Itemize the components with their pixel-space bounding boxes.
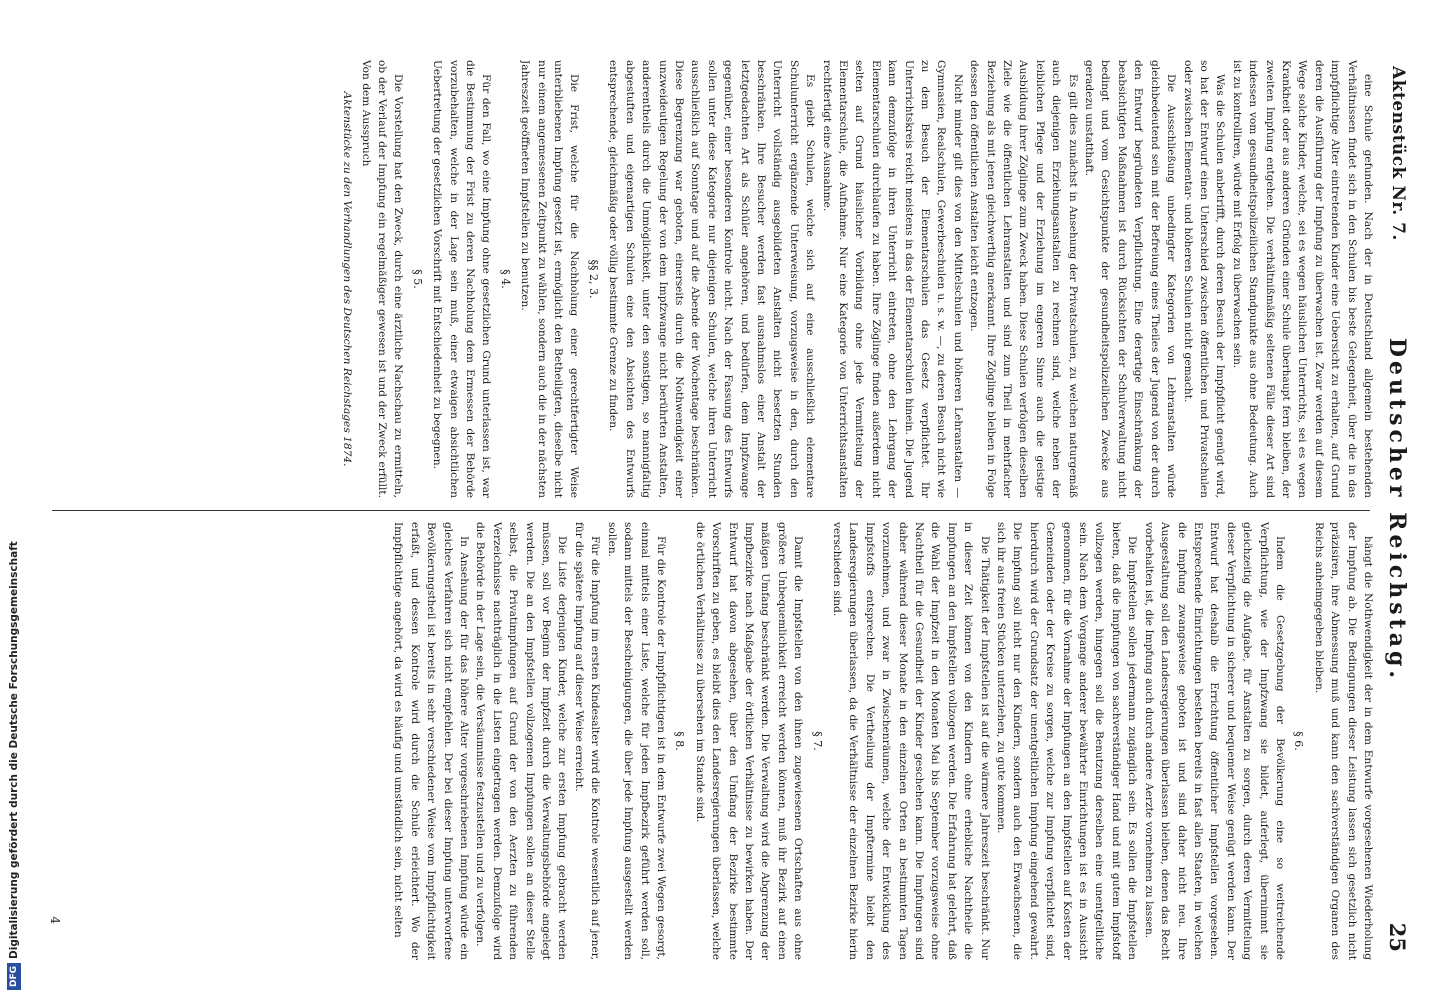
footer-line: Aktenstücke zu den Verhandlungen des Deutschen Reichstages 1874.	[341, 91, 354, 467]
paragraph: hängt die Nothwendigkeit der in dem Entwurfe vorgesehenen Wiederholung der Impfung ab. Die Bedingungen dieser Leistung lassen sich gesetzlich nicht präzisiren, ihre Abmessung muß und kann den sachverständigen Organen des Reichs anheimgegeben bleiben.	[1312, 522, 1374, 960]
page-number: 25	[1385, 922, 1410, 952]
page-header	[1376, 60, 1410, 960]
document-page	[40, 60, 1410, 960]
paragraph: Die Impfstellen sollen jedermann zugänglich sein. Es sollen die Impfstellen bieten, daß die Impfungen von sachverständiger Hand und mit gutem Impfstoff vollzogen werden, hingegen soll die Benutzung derselben eine unentgeltliche sein. Nach dem Vorgange anderer bewährter Einrichtungen ist es in Aussicht genommen, für die Vornahme der Impfungen an den Impfstellen auf Kosten der Gemeinden oder der Kreise zu sorgen, welche zur Impfung verpflichtet sind, hierdurch wird der Grundsatz der unentgeltlichen Impfung eingehend gewahrt. Die Impfung soll nicht nur den Kindern, sondern auch den Erwachsenen, die sich ihr aus freien Stücken unterziehen, zu gute kommen.	[995, 522, 1139, 960]
digitization-credit-text: Digitalisierung gefördert durch die Deutsche Forschungsgemeinschaft	[8, 541, 20, 959]
paragraph: Indem die Gesetzgebung der Bevölkerung eine so weitreichende Verpflichtung, wie der Impfzwang sie bildet, auferlegt, übernimmt sie gleichzeitig die Aufgabe, für Anstalten zu sorgen, durch deren Vermittelung dieser Verpflichtung in sicherer und bequemer Weise genügt werden kann. Der Entwurf hat deshalb die Errichtung öffentlicher Impfstellen vorgesehen. Entsprechende Einrichtungen bestehen bereits in fast allen Staaten, in welchen die Impfung zwangsweise geboten ist und sind daher nicht neu. Ihre Ausgestaltung soll den Landesregierungen überlassen bleiben, denen das Recht vorbehalten ist, die Impfung auch durch andere Aerzte vornehmen zu lassen.	[1142, 522, 1286, 960]
left-column	[40, 60, 1376, 498]
paragraph: Es gilt dies zunächst in Ansehung der Privatschulen, zu welchen naturgemäß auch diejenigen Erziehungsanstalten zu rechnen sind, welche neben der leiblichen Pflege und der Erziehung im engeren Sinne auch die geistige Ausbildung ihrer Zöglinge zum Zweck haben. Diese Schulen verfolgen dieselben Ziele wie die öffentlichen Lehranstalten und sind zum Theil in mehrfacher Beziehung als mit jenen gleichwerthig anerkannt. Ihre Zöglinge bleiben in Folge dessen den öffentlichen Anstalten leicht entzogen.	[968, 60, 1079, 498]
paragraph: Die Ausschließung unbedingter Kategorien von Lehranstalten würde gleichbedeutend sein mit der Befreiung eines Theiles der Jugend von der durch den Entwurf begründeten Verpflichtung. Eine derartige Einschränkung der beabsichtigten Maßnahmen ist durch Rücksichten der Schulverwaltung nicht bedingt und vom Gesichtspunkte der gesundheitspolizeilichen Zwecke aus geradezu unstatthaft.	[1083, 60, 1178, 498]
paragraph: Damit die Impfstellen von den ihnen zugewiesenen Ortschaften aus ohne größere Unbequemlichkeit erreicht werden können, muß ihr Bezirk auf einen mäßigen Umfang beschränkt werden. Die Verwaltung wird die Abgrenzung der Impfbezirke nach Maßgabe der örtlichen Verhältnisse zu bewirken haben. Der Entwurf hat davon abgesehen, über den Umfang der Bezirke bestimmte Vorschriften zu geben, es bleibt dies den Landesregierungen überlassen, welche die örtlichen Verhältnisse zu übersehen im Stande sind.	[693, 522, 805, 960]
section-heading: § 7.	[810, 731, 824, 751]
paragraph: Es giebt Schulen, welche sich auf eine ausschließlich elementare Schulunterricht ergänzende Unterweisung, vorzugsweise in den, durch den Unterricht vollständig ausgebildeten Anstalten nicht besetzten Stunden beschränken. Ihre Besucher werden fast ausnahmslos einer Anstalt der letztgedachten Art als Schüler angehören, und bedürfen, dem Impfzwange gegenüber, einer besonderen Kontrole nicht. Nach der Fassung des Entwurfs sollen unter diese Kategorie nur diejenigen Schulen, welche ihren Unterricht ausschließlich auf Sonntage und auf die Abende der Wochentage beschränken. Diese Begrenzung war geboten, einerseits durch die Nothwendigkeit einer unzweideutigen Regelung der von dem Impfzwange nicht berührten Anstalten, anderentheils durch die Unmöglichkeit, unter den sonstigen, so mannigfaltig abgestuften und eigenartigen Schulen eine den Absichten des Entwurfs entsprechende, gleichmäßig oder völlig bestimmte Grenze zu finden.	[607, 60, 817, 498]
paragraph: Nicht minder gilt dies von den Mittelschulen und höheren Lehranstalten — Gymnasien, Realschulen, Gewerbeschulen u. s. w. —, zu deren Besuch nicht wie zu dem Besuch der Elementarschulen das Gesetz verpflichtet. Ihr Unterrichtskreis reicht meistens in das der Elementarschulen hinein. Die Jugend kann demzufolge in ihren Unterricht eintreten, ohne den Lehrgang der Elementarschulen durchlaufen zu haben. Ihre Zöglinge finden außerdem nicht selten auf Grund häuslicher Vorbildung ohne jede Vermittelung der Elementarschule, die Aufnahme. Nur eine Kategorie von Unterrichtsanstalten rechtfertigt eine Ausnahme.	[820, 60, 964, 498]
digitization-credit	[0, 0, 28, 1000]
section-heading: § 4.	[498, 269, 512, 289]
paragraph: Die Thätigkeit der Impfstellen ist auf die wärmere Jahreszeit beschränkt. Nur in dieser Zeit können von den Kindern ohne erhebliche Nachtheile die Impfungen an den Impfstellen vollzogen werden. Die Erfahrung hat gelehrt, daß die Wahl der Impfzeit in den Monaten Mai bis September vorzugsweise ohne Nachtheil für die Gesundheit der Kinder geschehen kann. Die Impfungen sind daher während dieser Monate in den einzelnen Orten an bestimmten Tagen vorzunehmen, und zwar in Zwischenräumen, welche der Entwicklung des Impfstoffs entsprechen. Die Vertheilung der Impftermine bleibt den Landesregierungen überlassen, da die Verhältnisse der einzelnen Bezirke hierin verschieden sind.	[831, 522, 991, 960]
document-number: Aktenstück Nr. 7.	[1388, 66, 1408, 241]
dfg-logo: DFG	[7, 963, 21, 990]
section-heading: § 6.	[1292, 731, 1306, 751]
section-heading: § 5.	[410, 269, 424, 289]
section-heading: § 8.	[673, 731, 687, 751]
column-divider	[52, 510, 1370, 511]
paragraph: eine Schule gefunden. Nach der in Deutschland allgemein bestehenden Verhältnissen findet sich in den Schulen bis beste Gelegenheit, über die in das impfpflichtige Alter eintretenden Kinder eine Uebersicht zu erhalten, auf Grund deren die Ausführung der Impfung zu überwachen ist. Zwar werden auf diesem Wege solche Kinder, welche, sei es wegen häuslichen Unterrichts, sei es wegen Krankheit oder aus anderen Gründen einer Schule überhaupt fern bleiben, der zweiten Impfung entgehen. Die verhältnißmäßig seltenen Fälle dieser Art sind indessen vom gesundheitspolizeilichen Standpunkte aus ohne Bedeutung. Auch ist zu kontrolliren, würde mit Erfolg zu überwachen sein.	[1230, 60, 1374, 498]
signature-mark: 4	[48, 916, 62, 924]
paragraph: Die Frist, welche für die Nachholung einer gerechtfertigter Weise unterbliebenen Impfung gesetzt ist, ermöglicht den Betheiligten, dieselbe nicht nur einem angemessenen Zeitpunkt zu wählen, sondern auch die in der nächsten Jahreszeit geöffneten Impfstellen zu benutzen.	[519, 60, 581, 498]
paragraph: Für die Kontrole der Impfpflichtigen ist in dem Entwurfe zwei Wegen gesorgt, einmal mittels einer Liste, welche für jeden Impfbezirk geführt werden soll, sodann mittels der Bescheinigungen, die über jede Impfung ausgestellt werden sollen.	[605, 522, 667, 960]
paragraph: Für den Fall, wo eine Impfung ohne gesetzlichen Grund unterlassen ist, war die Bestimmung der Frist zu deren Nachholung dem Ermessen der Behörde vorzubehalten, welche in der Lage sein muß, einer etwaigen absichtlichen Uebertretung der gesetzlichen Vorschrift mit Entschiedenheit zu begegnen.	[431, 60, 493, 498]
paragraph: Die Vorstellung hat den Zweck, durch eine ärztliche Nachschau zu ermitteln, ob der Verlauf der Impfung ein regelmäßiger gewesen ist und der Zweck erfüllt. Von dem Ausspruch	[359, 60, 405, 498]
paragraph: Für die Impfung im ersten Kindesalter wird die Kontrole wesentlich auf jener, für die spätere Impfung auf dieser Weise erreicht.	[572, 522, 602, 960]
right-column	[40, 522, 1376, 960]
section-heading: §§ 2, 3.	[586, 259, 600, 299]
digitization-strip	[0, 0, 28, 1000]
paragraph: In Ansehung der für das höhere Alter vorgeschriebenen Impfung würde ein gleiches Verfahren sich nicht empfehlen. Der bei dieser Impfung unterworfene Bevölkerungstheil ist bereits in sehr verschiedener Weise vom Impfpflichtigkeit erfaßt, und dessen Kontrole wird durch die Schule erleichtert. Wo der Impfpflichtige angehört, da wird es häufig und umständlich sein, nicht selten	[392, 522, 471, 960]
publication-title: Deutscher Reichstag.	[1384, 337, 1410, 683]
paragraph: Die Liste derjenigen Kinder, welche zur ersten Impfung gebracht werden müssen, soll vor Beginn der Impfzeit durch die Verwaltungsbehörde angelegt werden. Die an den Impfstellen vollzogenen Impfungen sollen an dieser Stelle selbst, die Privatimpfungen auf Grund der von den Aerzten zu führenden Verzeichnisse nachträglich in die Listen eingetragen werden. Demzufolge wird die Behörde in der Lage sein, die Versäumnisse festzustellen und zu verfolgen.	[474, 522, 569, 960]
paragraph: Was die Schulen anbetrifft, durch deren Besuch der Impfpflicht genügt wird, so hat der Entwurf einen Unterschied zwischen öffentlichen und Privatschulen oder zwischen Elementar- und höheren Schulen nicht gemacht.	[1181, 60, 1227, 498]
